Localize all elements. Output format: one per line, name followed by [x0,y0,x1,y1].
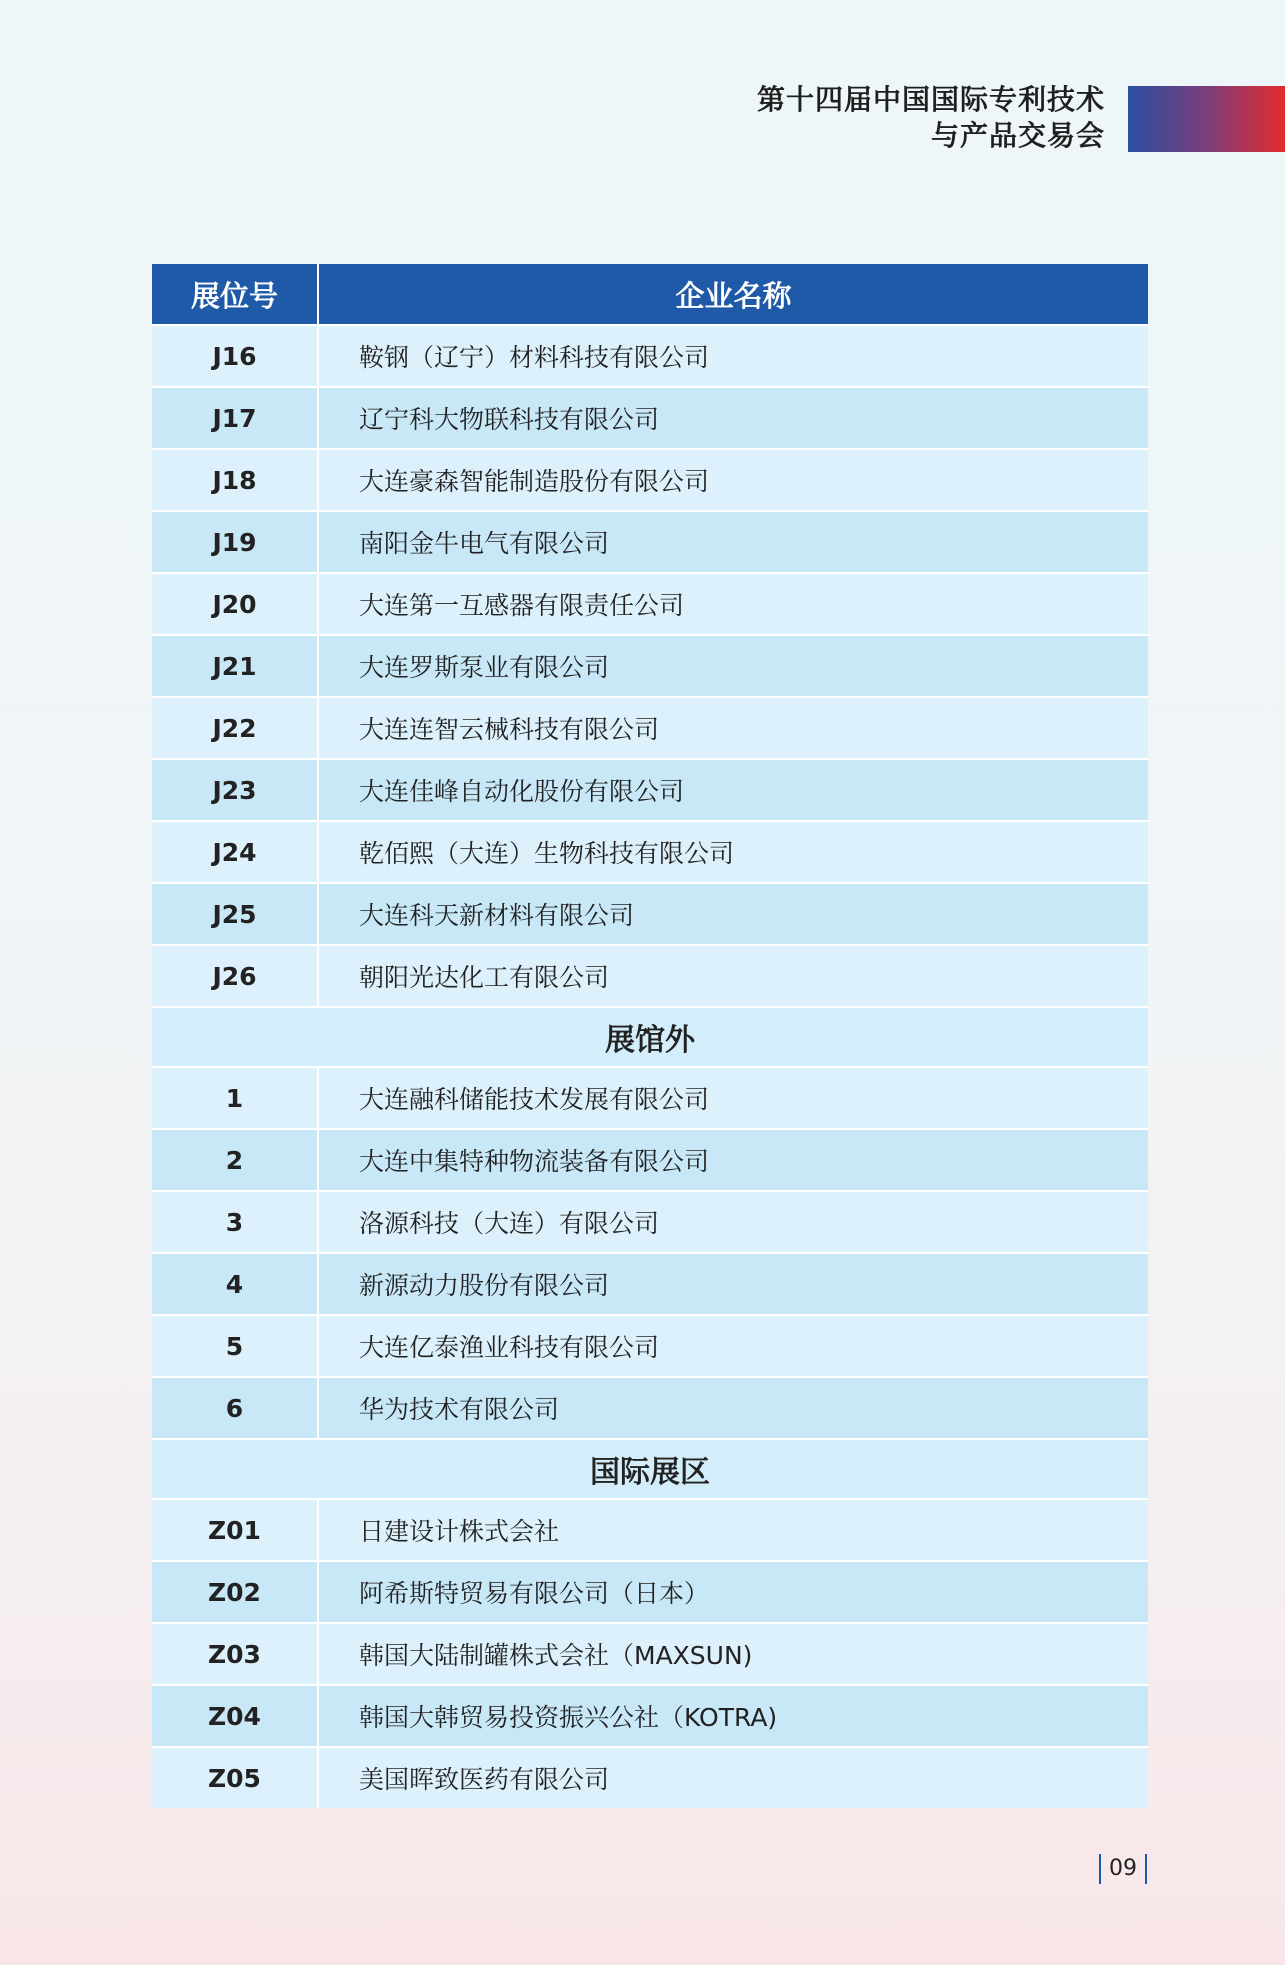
company-name: 大连佳峰自动化股份有限公司 [318,759,1148,821]
document-title [757,82,1105,154]
booth-number: 3 [152,1191,318,1253]
table-header-row [152,264,1148,325]
company-name: 大连融科储能技术发展有限公司 [318,1067,1148,1129]
table-row [152,1561,1148,1623]
table-row [152,1685,1148,1747]
company-name: 韩国大陆制罐株式会社（MAXSUN) [318,1623,1148,1685]
title-line-2: 与产品交易会 [930,119,1105,152]
company-name: 大连豪森智能制造股份有限公司 [318,449,1148,511]
company-name: 阿希斯特贸易有限公司（日本） [318,1561,1148,1623]
company-name: 南阳金牛电气有限公司 [318,511,1148,573]
table-row [152,1623,1148,1685]
page-number: 09 [1099,1854,1147,1884]
booth-number: J21 [152,635,318,697]
section-row [152,1007,1148,1067]
company-name: 日建设计株式会社 [318,1499,1148,1561]
column-header-company: 企业名称 [318,264,1148,325]
section-title: 展馆外 [152,1007,1148,1067]
booth-number: J20 [152,573,318,635]
decorative-gradient-bar [1128,86,1285,152]
booth-number: J18 [152,449,318,511]
table-row [152,1129,1148,1191]
table-row [152,1377,1148,1439]
booth-number: J17 [152,387,318,449]
company-name: 鞍钢（辽宁）材料科技有限公司 [318,325,1148,387]
company-name: 乾佰熙（大连）生物科技有限公司 [318,821,1148,883]
company-name: 大连罗斯泵业有限公司 [318,635,1148,697]
table-row [152,1499,1148,1561]
table-row [152,511,1148,573]
table-row [152,449,1148,511]
booth-number: Z04 [152,1685,318,1747]
table-row [152,1747,1148,1808]
booth-number: Z02 [152,1561,318,1623]
company-name: 大连中集特种物流装备有限公司 [318,1129,1148,1191]
company-name: 美国晖致医药有限公司 [318,1747,1148,1808]
table-row [152,1067,1148,1129]
section-title: 国际展区 [152,1439,1148,1499]
booth-number: J25 [152,883,318,945]
section-row [152,1439,1148,1499]
company-name: 华为技术有限公司 [318,1377,1148,1439]
table-row [152,883,1148,945]
table-row [152,573,1148,635]
booth-number: Z01 [152,1499,318,1561]
company-name: 洛源科技（大连）有限公司 [318,1191,1148,1253]
table-row [152,697,1148,759]
booth-number: J23 [152,759,318,821]
table-row [152,1315,1148,1377]
table-row [152,945,1148,1007]
company-name: 大连亿泰渔业科技有限公司 [318,1315,1148,1377]
booth-number: J16 [152,325,318,387]
table-row [152,635,1148,697]
booth-number: 5 [152,1315,318,1377]
exhibitor-table-container [152,264,1148,1808]
table-row [152,325,1148,387]
booth-number: J22 [152,697,318,759]
table-row [152,759,1148,821]
company-name: 韩国大韩贸易投资振兴公社（KOTRA) [318,1685,1148,1747]
company-name: 朝阳光达化工有限公司 [318,945,1148,1007]
booth-number: J24 [152,821,318,883]
booth-number: J26 [152,945,318,1007]
booth-number: 2 [152,1129,318,1191]
table-row [152,1253,1148,1315]
booth-number: Z03 [152,1623,318,1685]
company-name: 大连第一互感器有限责任公司 [318,573,1148,635]
company-name: 大连科天新材料有限公司 [318,883,1148,945]
table-row [152,821,1148,883]
table-body [152,325,1148,1808]
title-line-1: 第十四届中国国际专利技术 [756,83,1105,116]
company-name: 新源动力股份有限公司 [318,1253,1148,1315]
table-row [152,1191,1148,1253]
booth-number: 6 [152,1377,318,1439]
booth-number: 1 [152,1067,318,1129]
company-name: 大连连智云械科技有限公司 [318,697,1148,759]
booth-number: 4 [152,1253,318,1315]
column-header-booth: 展位号 [152,264,318,325]
booth-number: J19 [152,511,318,573]
exhibitor-table [152,264,1148,1808]
company-name: 辽宁科大物联科技有限公司 [318,387,1148,449]
booth-number: Z05 [152,1747,318,1808]
table-row [152,387,1148,449]
